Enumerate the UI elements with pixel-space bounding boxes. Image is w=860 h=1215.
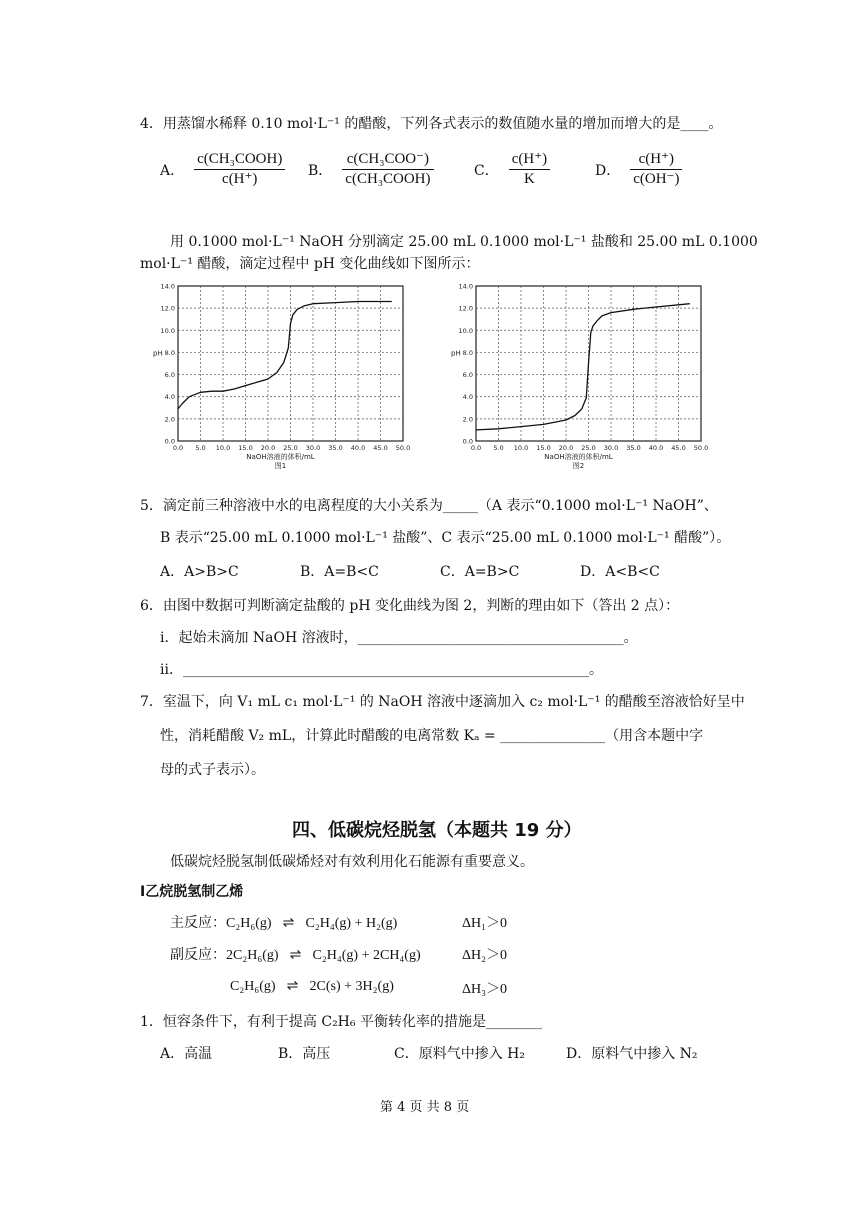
q7-line2: 性，消耗醋酸 V₂ mL，计算此时醋酸的电离常数 Kₐ = _______________（用含本题中字 xyxy=(160,728,704,744)
q5-option-b: B．A=B<C xyxy=(300,564,379,580)
y-tick-label: 0.0 xyxy=(164,437,175,446)
y-tick-label: 4.0 xyxy=(462,393,473,402)
q6-reason-i: i．起始未滴加 NaOH 溶液时，______________________________________。 xyxy=(160,630,638,646)
q4-option-d-numerator: c(H⁺) xyxy=(630,150,682,170)
x-tick-label: 35.0 xyxy=(626,444,641,452)
q4-option-b-label: B． xyxy=(308,162,333,179)
q4-option-b xyxy=(308,150,434,189)
y-tick-label: 2.0 xyxy=(164,415,175,424)
reaction-side-2 xyxy=(230,978,394,995)
q6-reason-ii: ii．__________________________________________________________。 xyxy=(160,662,603,678)
y-axis-label: pH xyxy=(153,349,163,358)
section4-q1-option-d: D．原料气中掺入 N₂ xyxy=(566,1046,698,1062)
q5-line2: B 表示“25.00 mL 0.1000 mol·L⁻¹ 盐酸”、C 表示“25.00 mL 0.1000 mol·L⁻¹ 醋酸”）。 xyxy=(160,530,731,546)
reaction-side-2-dh: ΔH₃＞0 xyxy=(462,982,507,997)
q4-option-b-denominator: c(CH₃COOH) xyxy=(345,171,431,187)
titration-intro-line1: 用 0.1000 mol·L⁻¹ NaOH 分别滴定 25.00 mL 0.1000 mol·L⁻¹ 盐酸和 25.00 mL 0.1000 xyxy=(170,234,758,250)
x-tick-label: 40.0 xyxy=(648,444,664,452)
y-tick-label: 10.0 xyxy=(160,326,175,335)
reaction-side-2-right: 2C(s) + 3H₂(g) xyxy=(309,979,394,994)
titration-curve xyxy=(178,302,392,409)
q4-option-c-label: C． xyxy=(474,162,499,179)
q4-option-a-label: A． xyxy=(160,162,185,179)
page-footer: 第 4 页 共 8 页 xyxy=(380,1100,470,1115)
y-tick-label: 4.0 xyxy=(164,393,175,402)
section4-q1-option-b: B．高压 xyxy=(278,1046,331,1062)
q4-option-d-label: D． xyxy=(595,162,621,179)
y-tick-label: 2.0 xyxy=(462,415,473,424)
reaction-side-1-right: C₂H₄(g) + 2CH₄(g) xyxy=(312,948,421,963)
q7-line3: 母的式子表示）。 xyxy=(160,762,265,778)
section-intro: 低碳烷烃脱氢制低碳烯烃对有效利用化石能源有重要意义。 xyxy=(170,854,534,870)
y-tick-label: 0.0 xyxy=(462,437,473,446)
titration-intro-line2: mol·L⁻¹ 醋酸，滴定过程中 pH 变化曲线如下图所示： xyxy=(140,256,480,272)
x-tick-label: 25.0 xyxy=(283,444,298,452)
q7-line1: 7．室温下，向 V₁ mL c₁ mol·L⁻¹ 的 NaOH 溶液中逐滴加入 c₂ mol·L⁻¹ 的醋酸至溶液恰好呈中 xyxy=(140,694,745,710)
x-axis-label: NaOH溶液的体积/mL xyxy=(246,453,315,461)
y-tick-label: 12.0 xyxy=(160,304,175,313)
reaction-side-label: 副反应： xyxy=(170,948,226,963)
equilibrium-arrow-icon: ⇌ xyxy=(289,948,302,963)
x-tick-label: 30.0 xyxy=(305,444,321,452)
q6-stem: 6．由图中数据可判断滴定盐酸的 pH 变化曲线为图 2，判断的理由如下（答出 2 点）： xyxy=(140,598,680,614)
q5-option-a: A．A>B>C xyxy=(160,564,239,580)
q4-option-c-denominator: K xyxy=(524,171,535,187)
y-tick-label: 8.0 xyxy=(462,348,473,357)
x-tick-label: 5.0 xyxy=(195,444,206,452)
q4-option-a xyxy=(160,150,285,189)
chart-figure-2 xyxy=(448,280,709,470)
y-tick-label: 10.0 xyxy=(458,326,473,335)
section4-q1-stem: 1．恒容条件下，有利于提高 C₂H₆ 平衡转化率的措施是________ xyxy=(140,1014,542,1030)
y-axis-label: pH xyxy=(451,349,461,358)
titration-curve xyxy=(476,304,690,430)
reaction-main-left: C₂H₆(g) xyxy=(226,916,272,931)
x-axis-label: NaOH溶液的体积/mL xyxy=(544,453,613,461)
q5-option-c: C．A=B>C xyxy=(440,564,520,580)
reaction-main-right: C₂H₄(g) + H₂(g) xyxy=(305,916,398,931)
reaction-side-1-dh: ΔH₂＞0 xyxy=(462,948,507,963)
y-tick-label: 6.0 xyxy=(164,371,175,380)
x-tick-label: 35.0 xyxy=(328,444,343,452)
x-tick-label: 20.0 xyxy=(558,444,574,452)
x-tick-label: 0.0 xyxy=(470,444,482,452)
equilibrium-arrow-icon: ⇌ xyxy=(286,979,299,994)
reaction-main-label: 主反应： xyxy=(170,916,226,931)
x-tick-label: 15.0 xyxy=(536,444,551,452)
x-tick-label: 45.0 xyxy=(671,444,686,452)
x-tick-label: 40.0 xyxy=(350,444,366,452)
equilibrium-arrow-icon: ⇌ xyxy=(282,916,295,931)
section4-q1-option-a: A．高温 xyxy=(160,1046,213,1062)
y-tick-label: 14.0 xyxy=(160,282,175,291)
q4-stem: 4．用蒸馏水稀释 0.10 mol·L⁻¹ 的醋酸，下列各式表示的数值随水量的增加而增大的是____。 xyxy=(140,116,723,132)
reaction-main-dh: ΔH₁＞0 xyxy=(462,916,507,931)
y-tick-label: 12.0 xyxy=(458,304,473,313)
x-tick-label: 20.0 xyxy=(260,444,276,452)
reaction-side-1-left: 2C₂H₆(g) xyxy=(226,948,279,963)
section-subtitle: Ⅰ乙烷脱氢制乙烯 xyxy=(140,884,244,900)
x-tick-label: 50.0 xyxy=(395,444,411,452)
y-tick-label: 14.0 xyxy=(458,282,473,291)
x-tick-label: 25.0 xyxy=(581,444,596,452)
x-tick-label: 0.0 xyxy=(172,444,184,452)
q4-option-c-numerator: c(H⁺) xyxy=(509,150,550,170)
x-tick-label: 10.0 xyxy=(513,444,529,452)
q4-option-b-numerator: c(CH₃COO⁻) xyxy=(342,150,433,170)
section4-q1-option-c: C．原料气中掺入 H₂ xyxy=(394,1046,525,1062)
section-title: 四、低碳烷烃脱氢（本题共 19 分） xyxy=(292,820,582,841)
x-tick-label: 15.0 xyxy=(238,444,253,452)
x-tick-label: 5.0 xyxy=(493,444,504,452)
q4-option-c xyxy=(474,150,550,189)
q4-option-a-denominator: c(H⁺) xyxy=(222,171,258,187)
chart-figure-1 xyxy=(150,280,411,470)
reaction-side-1 xyxy=(170,944,421,964)
reaction-main xyxy=(170,912,397,932)
x-tick-label: 45.0 xyxy=(373,444,388,452)
q4-option-d-denominator: c(OH⁻) xyxy=(633,171,680,187)
y-tick-label: 6.0 xyxy=(462,371,473,380)
y-tick-label: 8.0 xyxy=(164,348,175,357)
q4-option-d xyxy=(595,150,682,189)
reaction-side-2-left: C₂H₆(g) xyxy=(230,979,276,994)
x-tick-label: 30.0 xyxy=(603,444,619,452)
q5-line1: 5．滴定前三种溶液中水的电离程度的大小关系为_____（A 表示“0.1000 mol·L⁻¹ NaOH”、 xyxy=(140,498,718,514)
q5-option-d: D．A<B<C xyxy=(580,564,660,580)
x-tick-label: 50.0 xyxy=(693,444,709,452)
chart-title: 图2 xyxy=(572,462,585,470)
x-tick-label: 10.0 xyxy=(215,444,231,452)
q4-option-a-numerator: c(CH₃COOH) xyxy=(194,150,285,170)
chart-title: 图1 xyxy=(274,462,287,470)
